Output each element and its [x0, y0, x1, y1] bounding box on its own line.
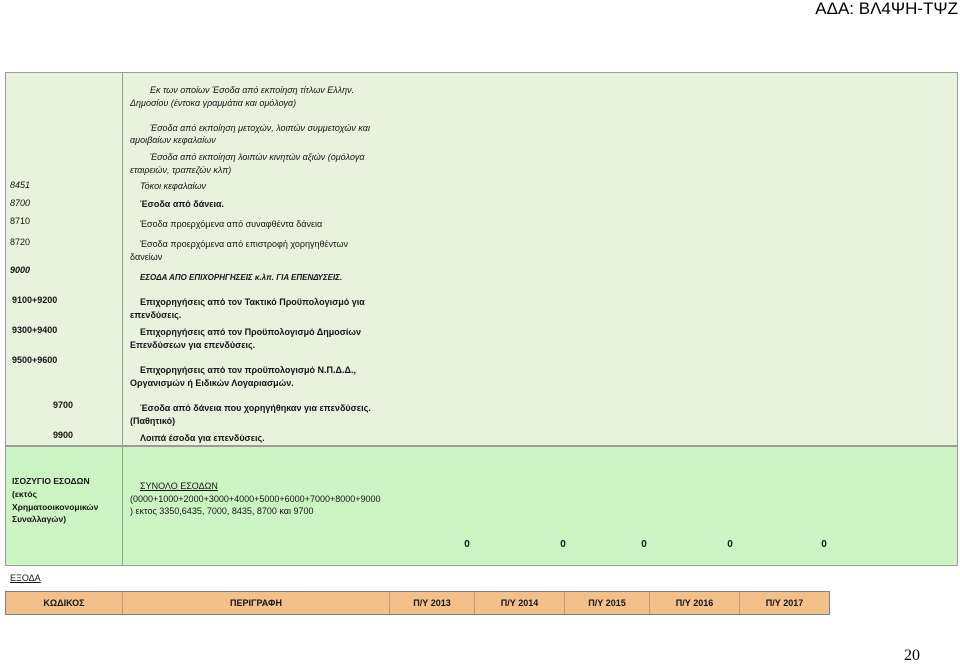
header-description: ΠΕΡΙΓΡΑΦΗ [123, 592, 390, 614]
row-description-line: ΕΣΟΔΑ ΑΠΟ ΕΠΙΧΟΡΗΓΗΣΕΙΣ κ.λπ. ΓΙΑ ΕΠΕΝΔΥΣΕΙΣ. [140, 273, 343, 282]
total-revenue-formula: ) εκτος 3350,6435, 7000, 8435, 8700 και 9700 [130, 506, 314, 516]
row-code: 9900 [53, 430, 74, 440]
row-code: 9000 [10, 265, 31, 275]
row-description-line: (Παθητικό) [130, 416, 176, 426]
balance-label-line: Χρηματοοικονομικών [12, 502, 99, 512]
row-description-line: Έσοδα από εκποίηση λοιπών κινητών αξιών (ομόλογα [150, 152, 365, 162]
row-description-line: Έσοδα από δάνεια που χορηγήθηκαν για επενδύσεις. [140, 403, 371, 413]
row-code: 9100+9200 [12, 295, 58, 305]
row-description-line: Επιχορηγήσεις από τον προϋπολογισμό Ν.Π.Δ.Δ., [140, 365, 356, 375]
row-description-line: εταιρειών, τραπεζών κλπ) [130, 165, 232, 175]
header-year-2015: Π/Υ 2015 [565, 592, 650, 614]
row-description-line: Οργανισμών ή Ειδικών Λογαριασμών. [130, 378, 294, 388]
row-description-line: Έσοδα από δάνεια. [140, 199, 225, 209]
total-value-2016: 0 [727, 539, 733, 550]
total-value-2013: 0 [464, 539, 470, 550]
page-number: 20 [904, 647, 920, 664]
expenses-title: ΕΞΟΔΑ [10, 573, 41, 583]
header-year-2014: Π/Υ 2014 [475, 592, 565, 614]
total-revenue-title: ΣΥΝΟΛΟ ΕΣΟΔΩΝ [140, 481, 218, 491]
row-code: 8710 [10, 216, 31, 226]
header-year-2013: Π/Υ 2013 [390, 592, 475, 614]
ada-identifier: ΑΔΑ: ΒΛ4ΨΗ-ΤΨΖ [815, 0, 958, 18]
row-code: 9500+9600 [12, 355, 58, 365]
total-value-2017: 0 [821, 539, 827, 550]
balance-label-line: Συναλλαγών) [12, 514, 67, 524]
row-description-line: Τόκοι κεφαλαίων [140, 181, 206, 191]
row-description-line: Λοιπά έσοδα για επενδύσεις. [140, 433, 265, 443]
total-revenue-formula: (0000+1000+2000+3000+4000+5000+6000+7000+8000+9000 [130, 494, 381, 504]
expenses-table-header [5, 591, 830, 615]
row-code: 9300+9400 [12, 325, 58, 335]
row-code: 8451 [10, 180, 31, 190]
header-code: ΚΩΔΙΚΟΣ [6, 592, 123, 614]
row-description-line: επενδύσεις. [130, 310, 182, 320]
header-year-2017: Π/Υ 2017 [765, 598, 804, 608]
total-value-2014: 0 [560, 539, 566, 550]
row-description-line: Δημοσίου (έντοκα γραμμάτια και ομόλογα) [130, 98, 297, 108]
row-description-line: Έσοδα από εκποίηση μετοχών, λοιπών συμμετοχών και [150, 123, 370, 133]
balance-label-line: (εκτός [12, 489, 38, 499]
balance-code-divider [122, 446, 123, 566]
total-value-2015: 0 [641, 539, 647, 550]
code-column-divider [122, 72, 123, 446]
row-description-line: Επενδύσεων για επενδύσεις. [130, 340, 256, 350]
row-description-line: δανείων [130, 252, 163, 262]
row-code: 8720 [10, 237, 31, 247]
row-code: 8700 [10, 198, 31, 208]
row-description-line: Εκ των οποίων Έσοδα από εκποίηση τίτλων Ελλην. [150, 85, 355, 95]
row-description-line: Επιχορηγήσεις από τον Τακτικό Προϋπολογισμό για [140, 297, 365, 307]
row-description-line: αμοιβαίων κεφαλαίων [130, 135, 216, 145]
balance-label-line: ΙΣΟΖΥΓΙΟ ΕΣΟΔΩΝ [12, 476, 90, 486]
row-description-line: Επιχορηγήσεις από τον Προϋπολογισμό Δημοσίων [140, 327, 362, 337]
row-description-line: Έσοδα προερχόμενα από συναφθέντα δάνεια [140, 219, 323, 229]
row-description-line: Έσοδα προερχόμενα από επιστροφή χορηγηθέντων [140, 239, 348, 249]
row-code: 9700 [53, 400, 74, 410]
header-year-2016: Π/Υ 2016 [650, 592, 740, 614]
